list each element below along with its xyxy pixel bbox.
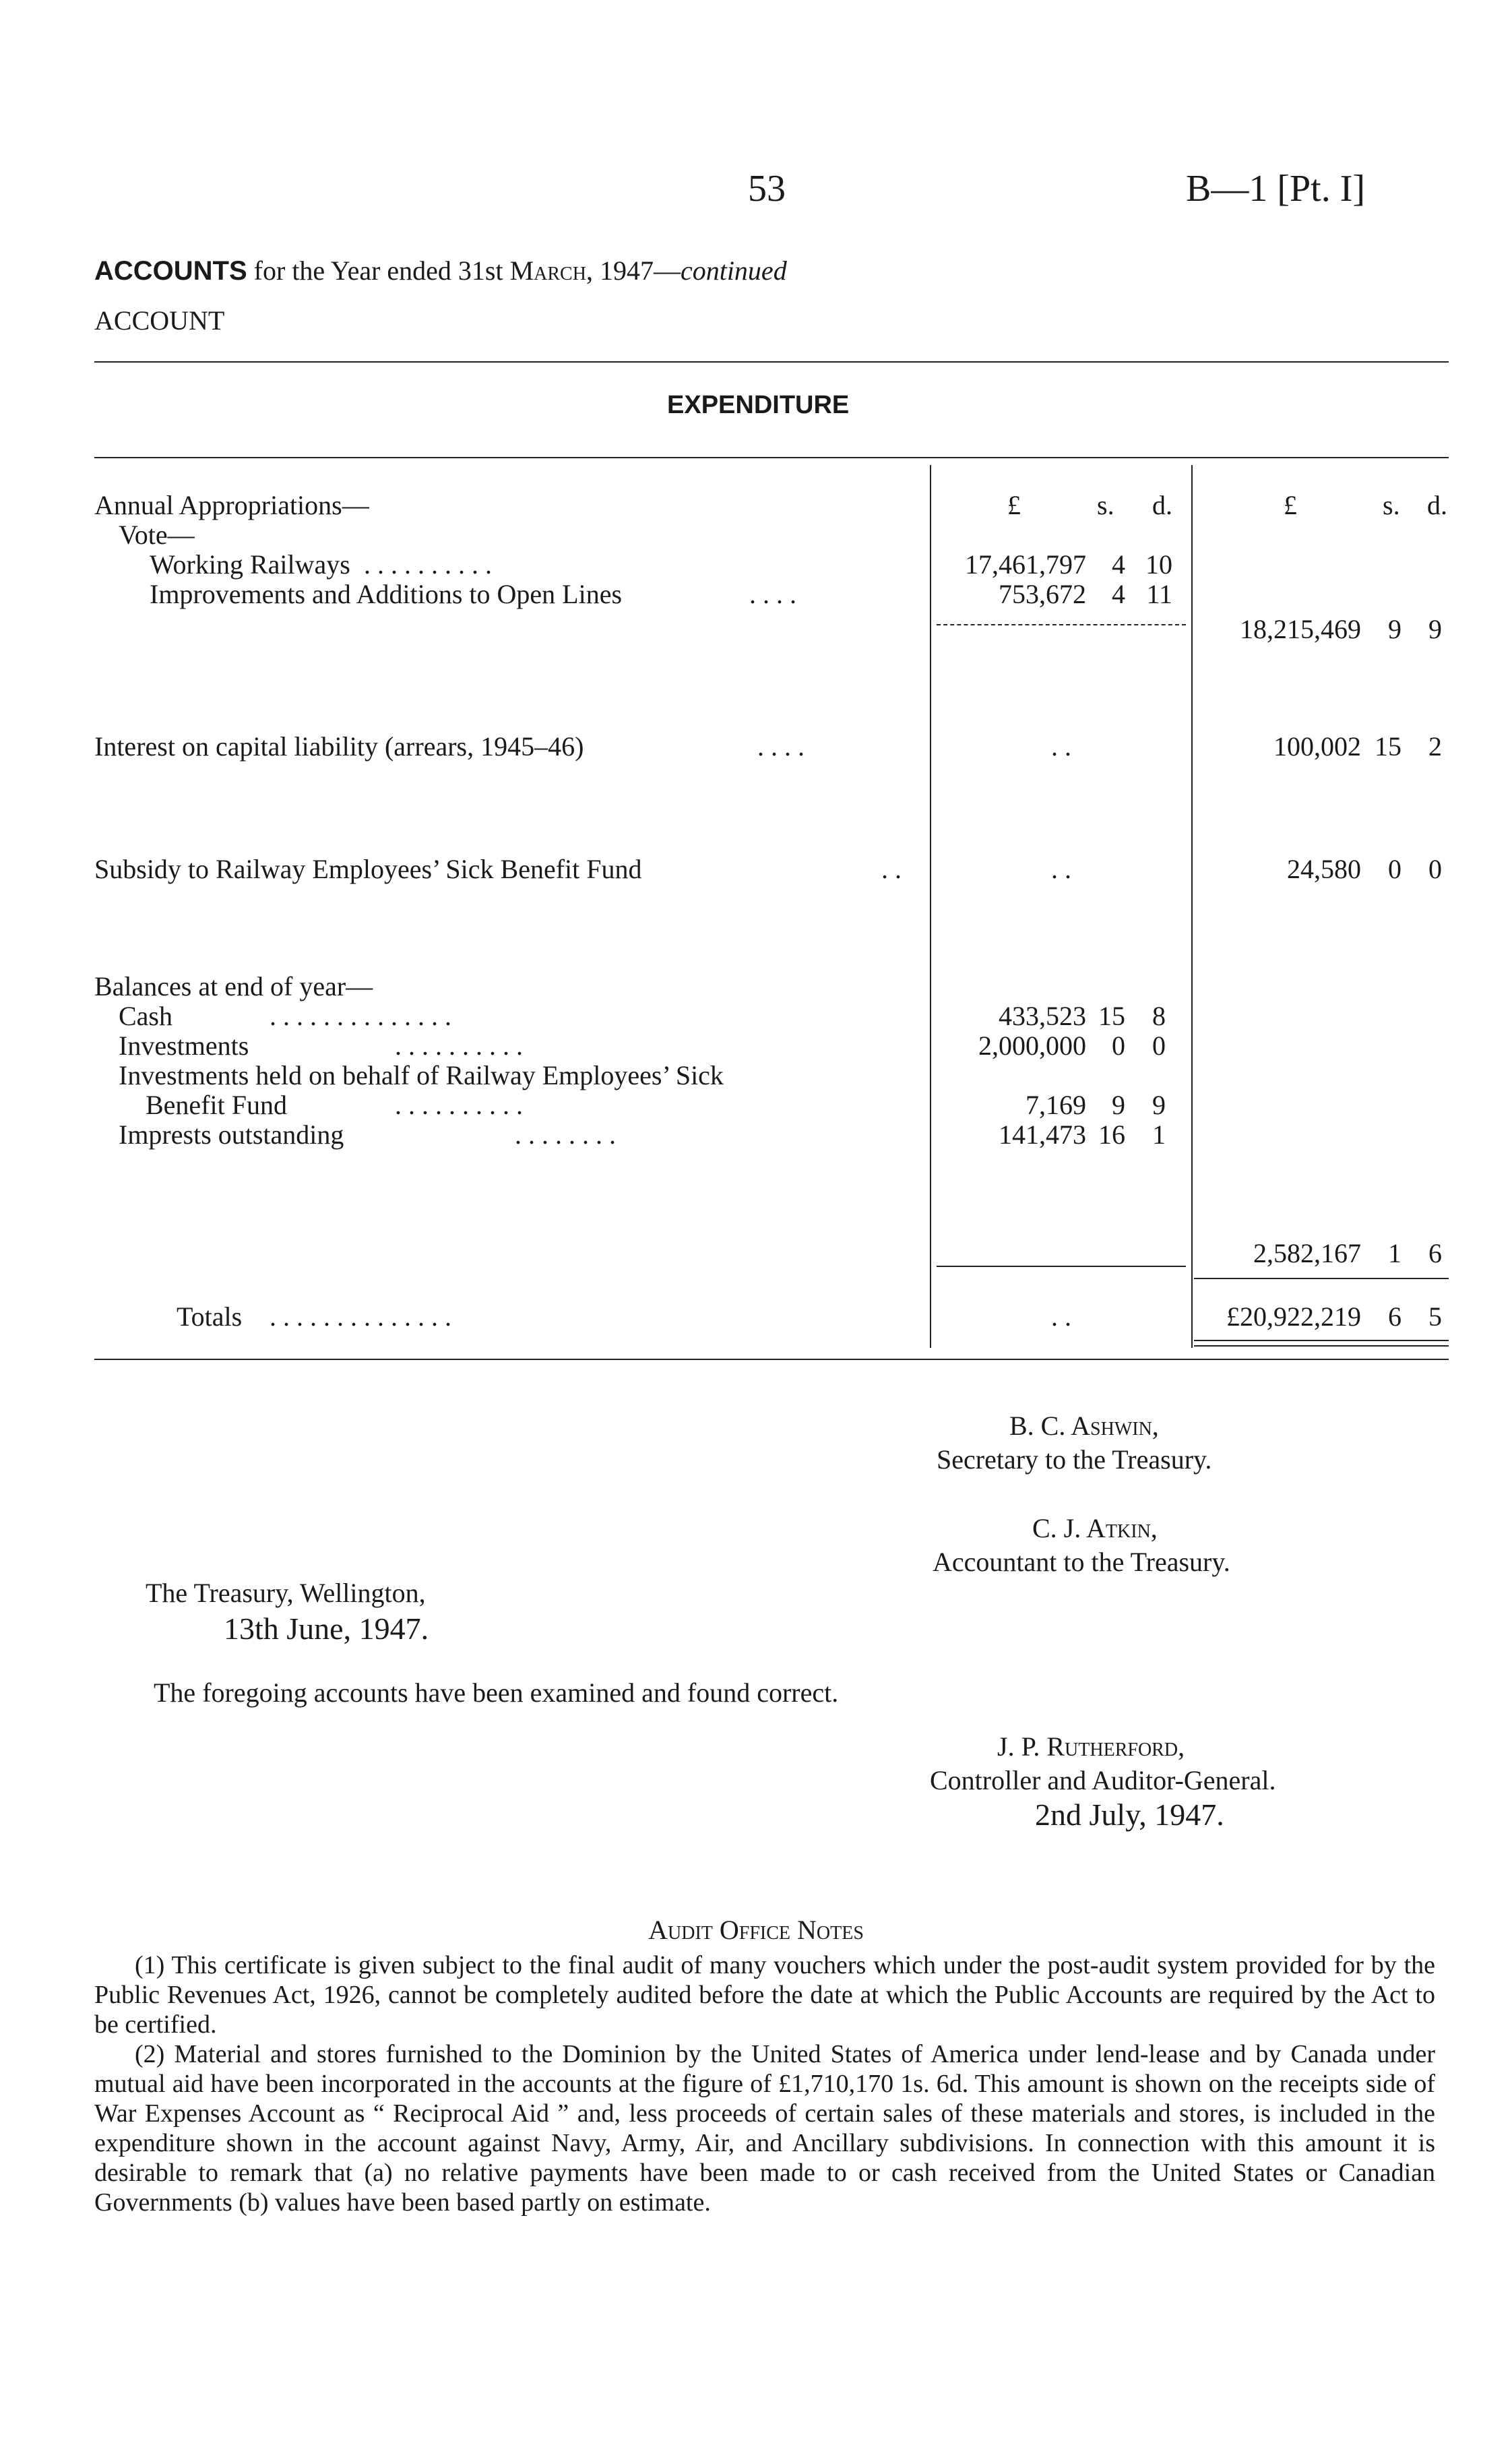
subsidy-leader: . . bbox=[881, 854, 902, 884]
benefit-fund-pounds: 7,169 bbox=[1026, 1090, 1086, 1120]
imprests-leader: . . . . . . . . bbox=[515, 1119, 616, 1150]
audit-note-1: (1) This certificate is given subject to the final audit of many vouchers which under the post-audit system provided for by the Public Revenues Act, 1926, cannot be completely audited before the date at which the Public Accounts are required by the Act to be certified. bbox=[94, 1951, 1435, 2039]
imprests-shillings: 16 bbox=[1098, 1119, 1125, 1150]
accounts-month: March bbox=[509, 255, 586, 286]
balances-subtotal-rule bbox=[937, 1266, 1186, 1267]
improvements-leader: . . . . bbox=[749, 579, 796, 609]
accounts-bold: ACCOUNTS bbox=[94, 256, 247, 286]
treasury-date: 13th June, 1947. bbox=[224, 1611, 429, 1646]
subsidy-pence: 0 bbox=[1428, 854, 1442, 884]
interest-shillings: 15 bbox=[1375, 731, 1401, 762]
shilling-head-2: s. bbox=[1383, 490, 1400, 520]
accounts-continued: continued bbox=[680, 255, 787, 286]
investments-label: Investments bbox=[119, 1030, 249, 1061]
interest-label: Interest on capital liability (arrears, 1945–46) bbox=[94, 731, 584, 762]
improvements-label: Improvements and Additions to Open Lines bbox=[150, 579, 623, 609]
investments-leader: . . . . . . . . . . bbox=[395, 1030, 523, 1061]
grand-total-top-rule bbox=[1194, 1278, 1449, 1279]
rutherford-date: 2nd July, 1947. bbox=[1035, 1797, 1224, 1832]
atkin-title: Accountant to the Treasury. bbox=[933, 1547, 1230, 1577]
subsidy-pounds: 24,580 bbox=[1287, 854, 1361, 884]
audit-notes bbox=[94, 1950, 1435, 2217]
balances-label: Balances at end of year— bbox=[94, 971, 373, 1001]
totals-pounds: £20,922,219 bbox=[1226, 1301, 1361, 1332]
imprests-label: Imprests outstanding bbox=[119, 1119, 344, 1150]
top-rule bbox=[94, 361, 1449, 363]
totals-shillings: 6 bbox=[1388, 1301, 1401, 1332]
annual-appropriations-label: Annual Appropriations— bbox=[94, 490, 369, 520]
pound-head-1: £ bbox=[1007, 490, 1021, 520]
improvements-shillings: 4 bbox=[1112, 579, 1125, 609]
investments-pence: 0 bbox=[1152, 1030, 1166, 1061]
cash-pounds: 433,523 bbox=[999, 1001, 1086, 1031]
balances-total-pence: 6 bbox=[1428, 1238, 1442, 1268]
improvements-pence: 11 bbox=[1146, 579, 1172, 609]
rutherford-title: Controller and Auditor-General. bbox=[930, 1765, 1276, 1795]
benefit-fund-pence: 9 bbox=[1152, 1090, 1166, 1120]
balances-total-shillings: 1 bbox=[1388, 1238, 1401, 1268]
pound-head-2: £ bbox=[1284, 490, 1297, 520]
atkin-name-text: C. J. Atkin, bbox=[1032, 1513, 1158, 1543]
investments-shillings: 0 bbox=[1112, 1030, 1125, 1061]
cash-leader: . . . . . . . . . . . . . . bbox=[270, 1001, 451, 1031]
audit-note-2: (2) Material and stores furnished to the Dominion by the United States of America under lend-lease and by Canada under mutual aid have been incorporated in the accounts at the figure of £1,710,170 1s. 6d. This amount is shown on the receipts side of War Expenses Account as “ Reciprocal Aid ” and, less proceeds of certain sales of these materials and stores, is included in the expenditure shown in the account against Navy, Army, Air, and Ancillary subdivisions. In connection with this amount it is desirable to remark that (a) no relative payments have been made to or cash received from the United States or Canadian Governments (b) values have been based partly on estimate. bbox=[94, 2040, 1435, 2217]
interest-pounds: 100,002 bbox=[1273, 731, 1361, 762]
interest-pence: 2 bbox=[1428, 731, 1442, 762]
working-railways-pence: 10 bbox=[1145, 549, 1172, 580]
ashwin-name bbox=[1009, 1410, 1159, 1442]
subsidy-shillings: 0 bbox=[1388, 854, 1401, 884]
rutherford-name-text: J. P. Rutherford, bbox=[997, 1731, 1185, 1762]
imprests-pounds: 141,473 bbox=[999, 1119, 1086, 1150]
header-rule bbox=[94, 457, 1449, 458]
account-label: ACCOUNT bbox=[94, 305, 225, 336]
cash-label: Cash bbox=[119, 1001, 172, 1031]
totals-leader: . . . . . . . . . . . . . . bbox=[270, 1301, 451, 1332]
column-rule-right bbox=[1191, 465, 1193, 1348]
vote-total-pounds: 18,215,469 bbox=[1240, 614, 1361, 644]
examined-statement: The foregoing accounts have been examined and found correct. bbox=[154, 1677, 839, 1708]
working-railways-label: Working Railways bbox=[150, 549, 350, 580]
benefit-fund-label: Benefit Fund bbox=[146, 1090, 287, 1120]
subsidy-mid-leader: . . bbox=[1051, 854, 1071, 884]
cash-pence: 8 bbox=[1152, 1001, 1166, 1031]
treasury-place: The Treasury, Wellington, bbox=[146, 1578, 426, 1608]
cash-shillings: 15 bbox=[1098, 1001, 1125, 1031]
ashwin-name-text: B. C. Ashwin, bbox=[1009, 1411, 1159, 1441]
balances-total-pounds: 2,582,167 bbox=[1253, 1238, 1361, 1268]
totals-label: Totals bbox=[177, 1301, 243, 1332]
audit-notes-heading: Audit Office Notes bbox=[648, 1915, 864, 1945]
benefit-fund-leader: . . . . . . . . . . bbox=[395, 1090, 523, 1120]
working-railways-shillings: 4 bbox=[1112, 549, 1125, 580]
improvements-pounds: 753,672 bbox=[999, 579, 1086, 609]
document-reference: B—1 [Pt. I] bbox=[1186, 168, 1365, 210]
imprests-pence: 1 bbox=[1152, 1119, 1166, 1150]
rutherford-name bbox=[997, 1731, 1185, 1762]
grand-total-double-rule-2 bbox=[1194, 1345, 1449, 1347]
accounts-year: , 1947— bbox=[586, 255, 681, 286]
accounts-year-text: for the Year ended 31st bbox=[253, 255, 503, 286]
expenditure-label: EXPENDITURE bbox=[667, 391, 850, 419]
pence-head-2: d. bbox=[1427, 490, 1447, 520]
page-number: 53 bbox=[748, 168, 786, 210]
benefit-fund-shillings: 9 bbox=[1112, 1090, 1125, 1120]
totals-mid-leader: . . bbox=[1051, 1301, 1071, 1332]
subsidy-label: Subsidy to Railway Employees’ Sick Benefit Fund bbox=[94, 854, 642, 884]
vote-total-pence: 9 bbox=[1428, 614, 1442, 644]
vote-total-shillings: 9 bbox=[1388, 614, 1401, 644]
working-railways-leader: . . . . . . . . . . bbox=[364, 549, 492, 580]
pence-head-1: d. bbox=[1152, 490, 1172, 520]
investments-pounds: 2,000,000 bbox=[978, 1030, 1086, 1061]
atkin-name bbox=[1032, 1512, 1158, 1544]
interest-leader: . . . . bbox=[757, 731, 805, 762]
working-railways-pounds: 17,461,797 bbox=[965, 549, 1086, 580]
table-bottom-rule bbox=[94, 1359, 1449, 1360]
totals-pence: 5 bbox=[1428, 1301, 1442, 1332]
accounts-heading bbox=[94, 255, 787, 286]
vote-subtotal-rule bbox=[937, 624, 1186, 625]
investments-held-label: Investments held on behalf of Railway Employees’ Sick bbox=[119, 1060, 724, 1090]
interest-mid-leader: . . bbox=[1051, 731, 1071, 762]
shilling-head-1: s. bbox=[1097, 490, 1114, 520]
vote-label: Vote— bbox=[119, 520, 195, 550]
ashwin-title: Secretary to the Treasury. bbox=[937, 1444, 1212, 1475]
grand-total-double-rule-1 bbox=[1194, 1340, 1449, 1341]
